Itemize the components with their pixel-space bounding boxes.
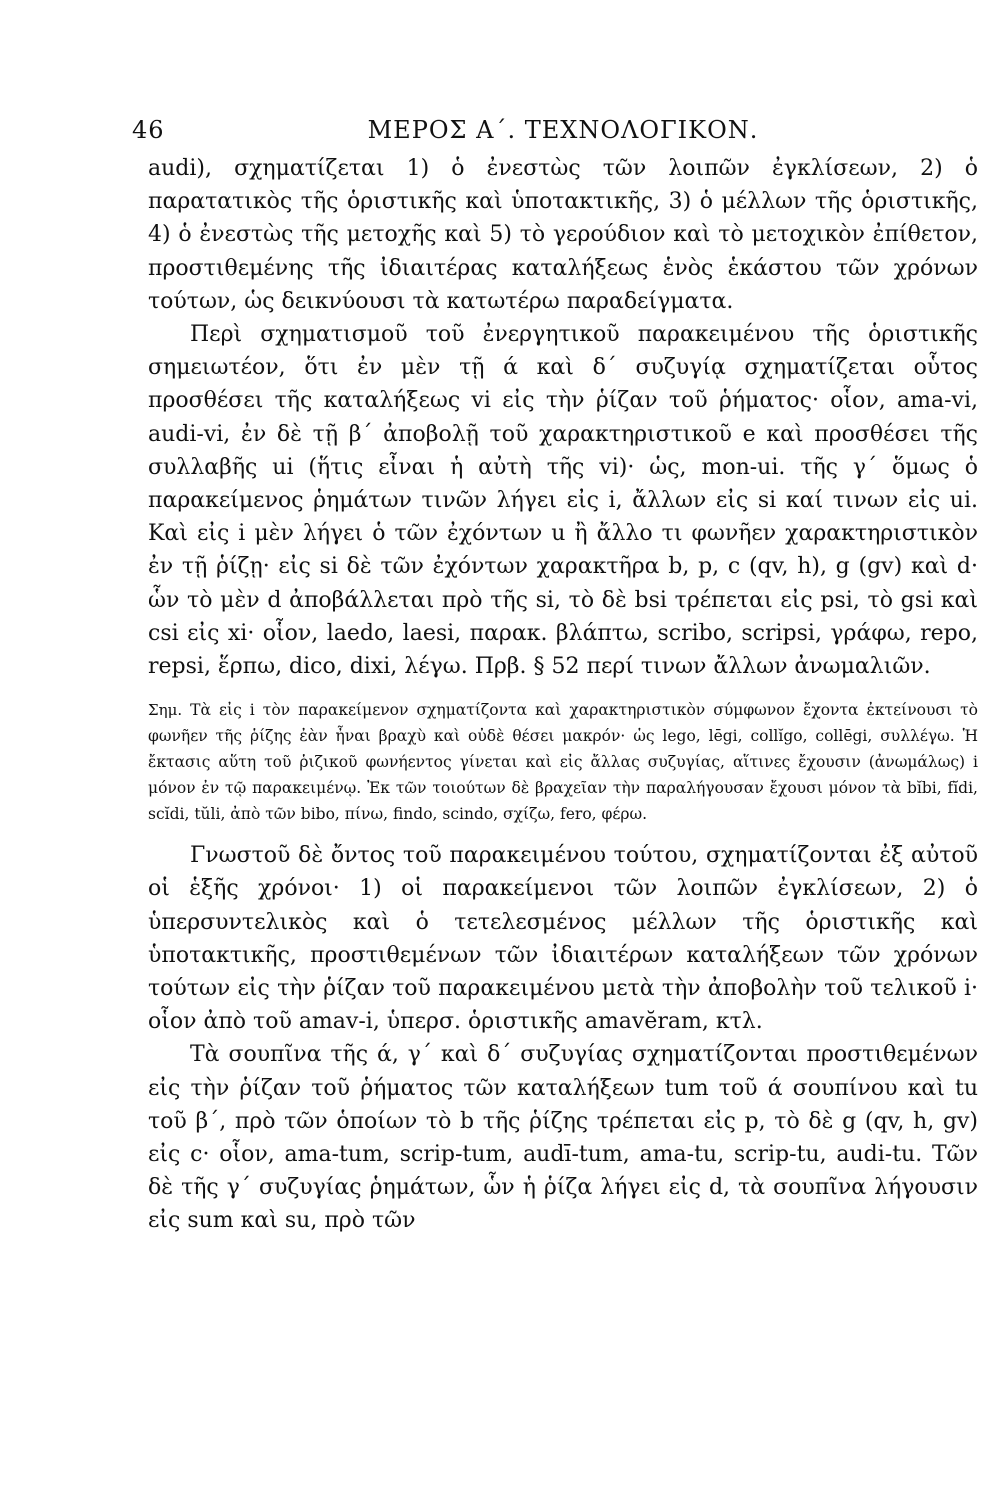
page-number: 46	[132, 116, 165, 144]
running-title: ΜΕΡΟΣ Α΄. ΤΕΧΝΟΛΟΓΙΚΟΝ.	[367, 116, 759, 144]
paragraph-1: audi), σχηματίζεται 1) ὁ ἐνεστὼς τῶν λοιπῶν ἐγκλίσεων, 2) ὁ παρατατικὸς τῆς ὁριστικῆς καὶ ὑποτακτικῆς, 3) ὁ μέλλων τῆς ὁριστικῆς, 4) ὁ ἐνεστὼς τῆς μετοχῆς καὶ 5) τὸ γερούδιον καὶ τὸ μετοχικὸν ἐπίθετον, προστιθεμένης τῆς ἰδιαιτέρας καταλήξεως ἑνὸς ἑκάστου τῶν χρόνων τούτων, ὡς δεικνύουσι τὰ κατωτέρω παραδείγματα.	[148, 156, 978, 314]
page-header	[132, 112, 978, 152]
footnote-text: Τὰ εἰς i τὸν παρακείμενον σχηματίζοντα καὶ χαρακτηριστικὸν σύμφωνον ἔχοντα ἐκτείνουσι τὸ φωνῆεν τῆς ῥίζης ἐὰν ἦναι βραχὺ καὶ οὐδὲ θέσει μακρόν· ὡς lego, lēgi, collĭgo, collēgi, συλλέγω. Ἡ ἔκτασις αὕτη τοῦ ῥιζικοῦ φωνήεντος γίνεται καὶ εἰς ἄλλας συζυγίας, αἵτινες ἔχουσιν (ἀνωμάλως) i μόνον ἐν τῷ παρακειμένῳ. Ἐκ τῶν τοιούτων δὲ βραχεῖαν τὴν παραλήγουσαν ἔχουσι μόνον τὰ bĭbi, fĭdi, scĭdi, tŭli, ἀπὸ τῶν bibo, πίνω, findo, scindo, σχίζω, fero, φέρω.	[148, 701, 978, 824]
paragraph-3: Γνωστοῦ δὲ ὄντος τοῦ παρακειμένου τούτου, σχηματίζονται ἐξ αὐτοῦ οἱ ἑξῆς χρόνοι· 1) οἱ παρακείμενοι τῶν λοιπῶν ἐγκλίσεων, 2) ὁ ὑπερσυντελικὸς καὶ ὁ τετελεσμένος μέλλων τῆς ὁριστικῆς καὶ ὑποτακτικῆς, προστιθεμένων τῶν ἰδιαιτέρων καταλήξεων τῶν χρόνων τούτων εἰς τὴν ῥίζαν τοῦ παρακειμένου μετὰ τὴν ἀποβολὴν τοῦ τελικοῦ i· οἷον ἀπὸ τοῦ amav-i, ὑπερσ. ὁριστικῆς amavĕram, κτλ.	[148, 843, 978, 1035]
paragraph-2: Περὶ σχηματισμοῦ τοῦ ἐνεργητικοῦ παρακειμένου τῆς ὁριστικῆς σημειωτέον, ὅτι ἐν μὲν τῇ ά καὶ δ΄ συζυγίᾳ σχηματίζεται οὗτος προσθέσει τῆς καταλήξεως vi εἰς τὴν ῥίζαν τοῦ ῥήματος· οἷον, ama-vi, audi-vi, ἐν δὲ τῇ β΄ ἀποβολῇ τοῦ χαρακτηριστικοῦ e καὶ προσθέσει τῆς συλλαβῆς ui (ἥτις εἶναι ἡ αὐτὴ τῆς vi)· ὡς, mon-ui. τῆς γ΄ ὅμως ὁ παρακείμενος ῥημάτων τινῶν λήγει εἰς i, ἄλλων εἰς si καί τινων εἰς ui. Καὶ εἰς i μὲν λήγει ὁ τῶν ἐχόντων u ἢ ἄλλο τι φωνῆεν χαρακτηριστικὸν ἐν τῇ ῥίζῃ· εἰς si δὲ τῶν ἐχόντων χαρακτῆρα b, p, c (qv, h), g (gv) καὶ d· ὧν τὸ μὲν d ἀποβάλλεται πρὸ τῆς si, τὸ δὲ bsi τρέπεται εἰς psi, τὸ gsi καὶ csi εἰς xi· οἷον, laedo, laesi, παρακ. βλάπτω, scribo, scripsi, γράφω, repo, repsi, ἕρπω, dico, dixi, λέγω. Πρβ. § 52 περί τινων ἄλλων ἀνωμαλιῶν.	[148, 322, 978, 680]
footnote	[148, 697, 978, 827]
page-body	[148, 152, 978, 1238]
paragraph-4: Τὰ σουπῖνα τῆς ά, γ΄ καὶ δ΄ συζυγίας σχηματίζονται προστιθεμένων εἰς τὴν ῥίζαν τοῦ ῥήματος τῶν καταλήξεων tum τοῦ ά σουπίνου καὶ tu τοῦ β΄, πρὸ τῶν ὁποίων τὸ b τῆς ῥίζης τρέπεται εἰς p, τὸ δὲ g (qv, h, gv) εἰς c· οἷον, ama-tum, scrip-tum, audī-tum, ama-tu, scrip-tu, audi-tu. Τῶν δὲ τῆς γ΄ συζυγίας ῥημάτων, ὧν ἡ ῥίζα λήγει εἰς d, τὰ σουπῖνα λήγουσιν εἰς sum καὶ su, πρὸ τῶν	[148, 1042, 978, 1234]
footnote-label: Σημ.	[148, 701, 183, 720]
